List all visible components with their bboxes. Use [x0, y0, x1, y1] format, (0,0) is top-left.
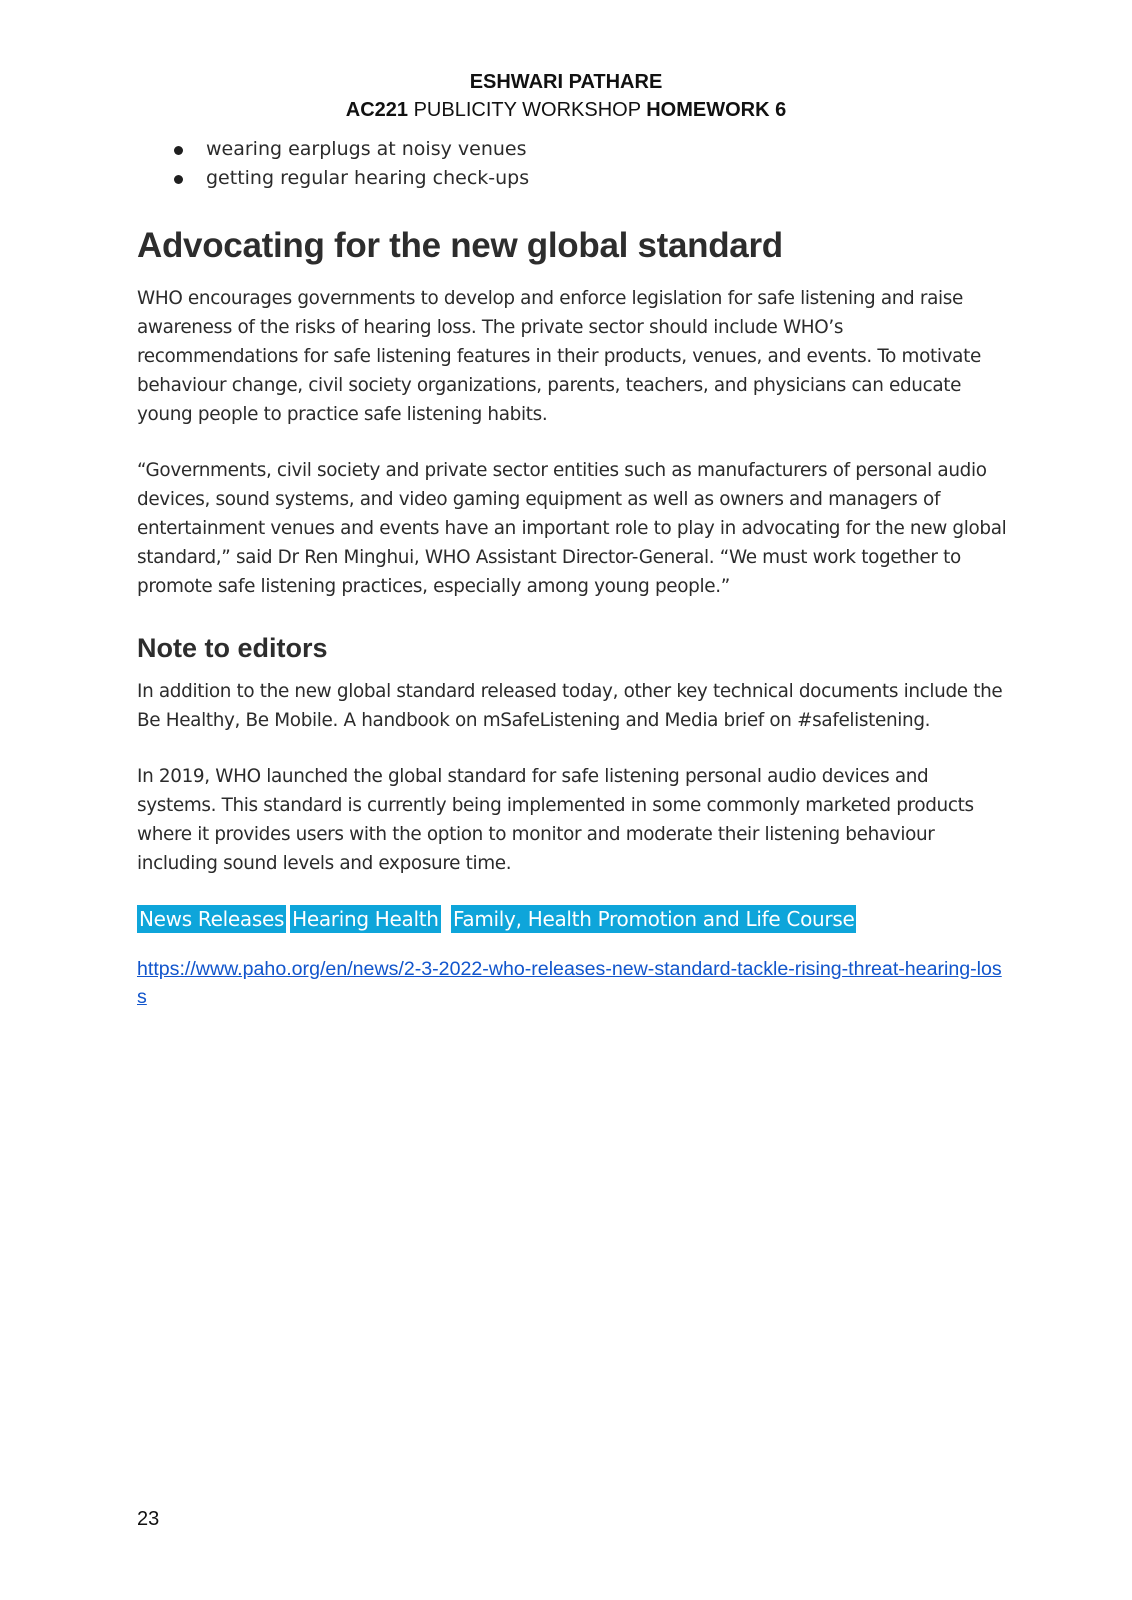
bullet-icon	[174, 175, 183, 184]
tag-hearing-health[interactable]: Hearing Health	[292, 907, 439, 931]
assignment-label: HOMEWORK 6	[646, 99, 787, 121]
tag-family-health-promotion[interactable]: Family, Health Promotion and Life Course	[453, 907, 855, 931]
paragraph: WHO encourages governments to develop and enforce legislation for safe listening and raise awareness of the risks of hearing loss. The private sector should include WHO’s recommendations for safe listening features in their products, venues, and events. To motivate behaviour change, civil society organizations, parents, teachers, and physicians can educate young people to practice safe listening habits.	[137, 288, 981, 425]
course-code: AC221	[345, 99, 409, 121]
source-link[interactable]: https://www.paho.org/en/news/2-3-2022-who-releases-new-standard-tackle-rising-threat-hearing-loss	[137, 958, 1002, 1008]
quote-paragraph: “Governments, civil society and private sector entities such as manufacturers of personal audio devices, sound systems, and video gaming equipment as well as owners and managers of entertainment venues and events have an important role to play in advocating for the new global standard,” said Dr Ren Minghui, WHO Assistant Director-General. “We must work together to promote safe listening practices, especially among young people.”	[137, 460, 1007, 597]
paragraph: In 2019, WHO launched the global standard for safe listening personal audio devices and systems. This standard is currently being implemented in some commonly marketed products where it provides users with the option to monitor and moderate their listening behaviour including sound levels and exposure time.	[137, 766, 974, 874]
tag-news-releases[interactable]: News Releases	[139, 907, 285, 931]
paragraph: In addition to the new global standard released today, other key technical documents include the Be Healthy, Be Mobile. A handbook on mSafeListening and Media brief on #safelistening.	[137, 681, 1003, 731]
author-name: ESHWARI PATHARE	[469, 71, 663, 93]
section-heading-advocating: Advocating for the new global standard	[137, 226, 783, 265]
list-item	[172, 135, 529, 164]
page-number: 23	[137, 1508, 160, 1530]
course-line	[0, 96, 1132, 124]
course-title: PUBLICITY WORKSHOP	[413, 99, 641, 121]
bullet-list	[172, 135, 529, 193]
bullet-icon	[174, 146, 183, 155]
main-content	[137, 222, 1007, 1011]
list-item-text: getting regular hearing check-ups	[206, 167, 530, 189]
list-item-text: wearing earplugs at noisy venues	[206, 138, 527, 160]
list-item	[172, 164, 529, 193]
page-header	[0, 68, 1132, 124]
tag-list	[137, 905, 1007, 933]
section-heading-note-to-editors: Note to editors	[137, 633, 328, 663]
